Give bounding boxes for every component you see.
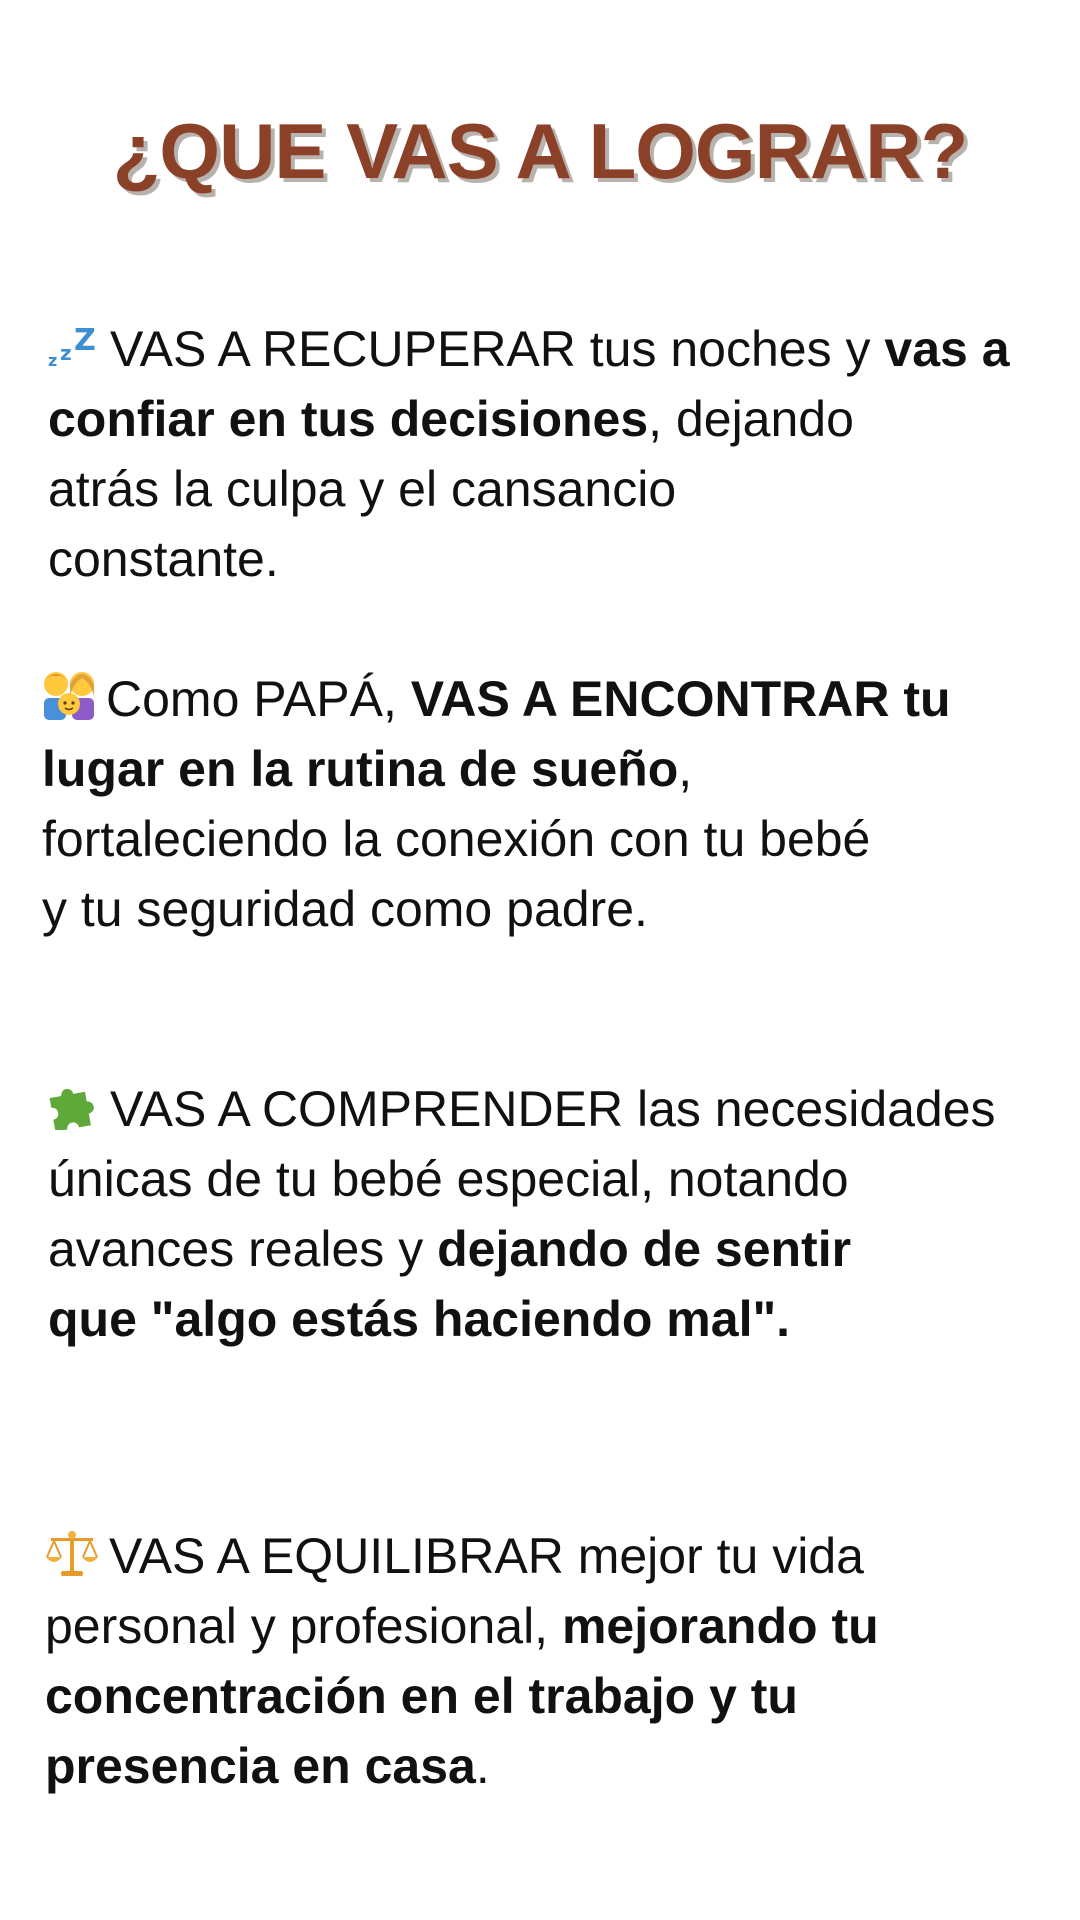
benefit-paragraph-sleep [48, 314, 1010, 594]
paragraph-line: presencia en casa. [45, 1738, 490, 1794]
svg-text:Z: Z [74, 324, 96, 358]
benefit-paragraph-dad [42, 664, 951, 944]
page-title: ¿QUE VAS A LOGRAR? [112, 107, 968, 195]
paragraph-line: VAS A COMPRENDER las necesidades [48, 1074, 996, 1144]
paragraph-line: concentración en el trabajo y tu [45, 1668, 798, 1724]
puzzle-piece-icon [48, 1080, 100, 1130]
paragraph-line: que "algo estás haciendo mal". [48, 1291, 791, 1347]
svg-text:z: z [60, 341, 72, 365]
paragraph-line: atrás la culpa y el cansancio [48, 461, 677, 517]
benefit-paragraph-balance [45, 1521, 879, 1801]
paragraph-line: lugar en la rutina de sueño, [42, 741, 693, 797]
paragraph-line: confiar en tus decisiones, dejando [48, 391, 854, 447]
paragraph-line: constante. [48, 531, 279, 587]
paragraph-line: únicas de tu bebé especial, notando [48, 1151, 849, 1207]
family-icon [42, 668, 96, 720]
paragraph-line: VAS A EQUILIBRAR mejor tu vida [45, 1521, 879, 1591]
paragraph-line: avances reales y dejando de sentir [48, 1221, 852, 1277]
zzz-icon [48, 324, 100, 370]
paragraph-line: fortaleciendo la conexión con tu bebé [42, 811, 871, 867]
paragraph-line: Como PAPÁ, VAS A ENCONTRAR tu [42, 664, 951, 734]
benefit-paragraph-understanding [48, 1074, 996, 1354]
paragraph-line: z z Z VAS A RECUPERAR tus noches y vas a [48, 321, 1010, 377]
svg-text:z: z [48, 351, 58, 370]
paragraph-line: y tu seguridad como padre. [42, 881, 648, 937]
balance-scale-icon [45, 1529, 99, 1577]
paragraph-line: personal y profesional, mejorando tu [45, 1598, 879, 1654]
